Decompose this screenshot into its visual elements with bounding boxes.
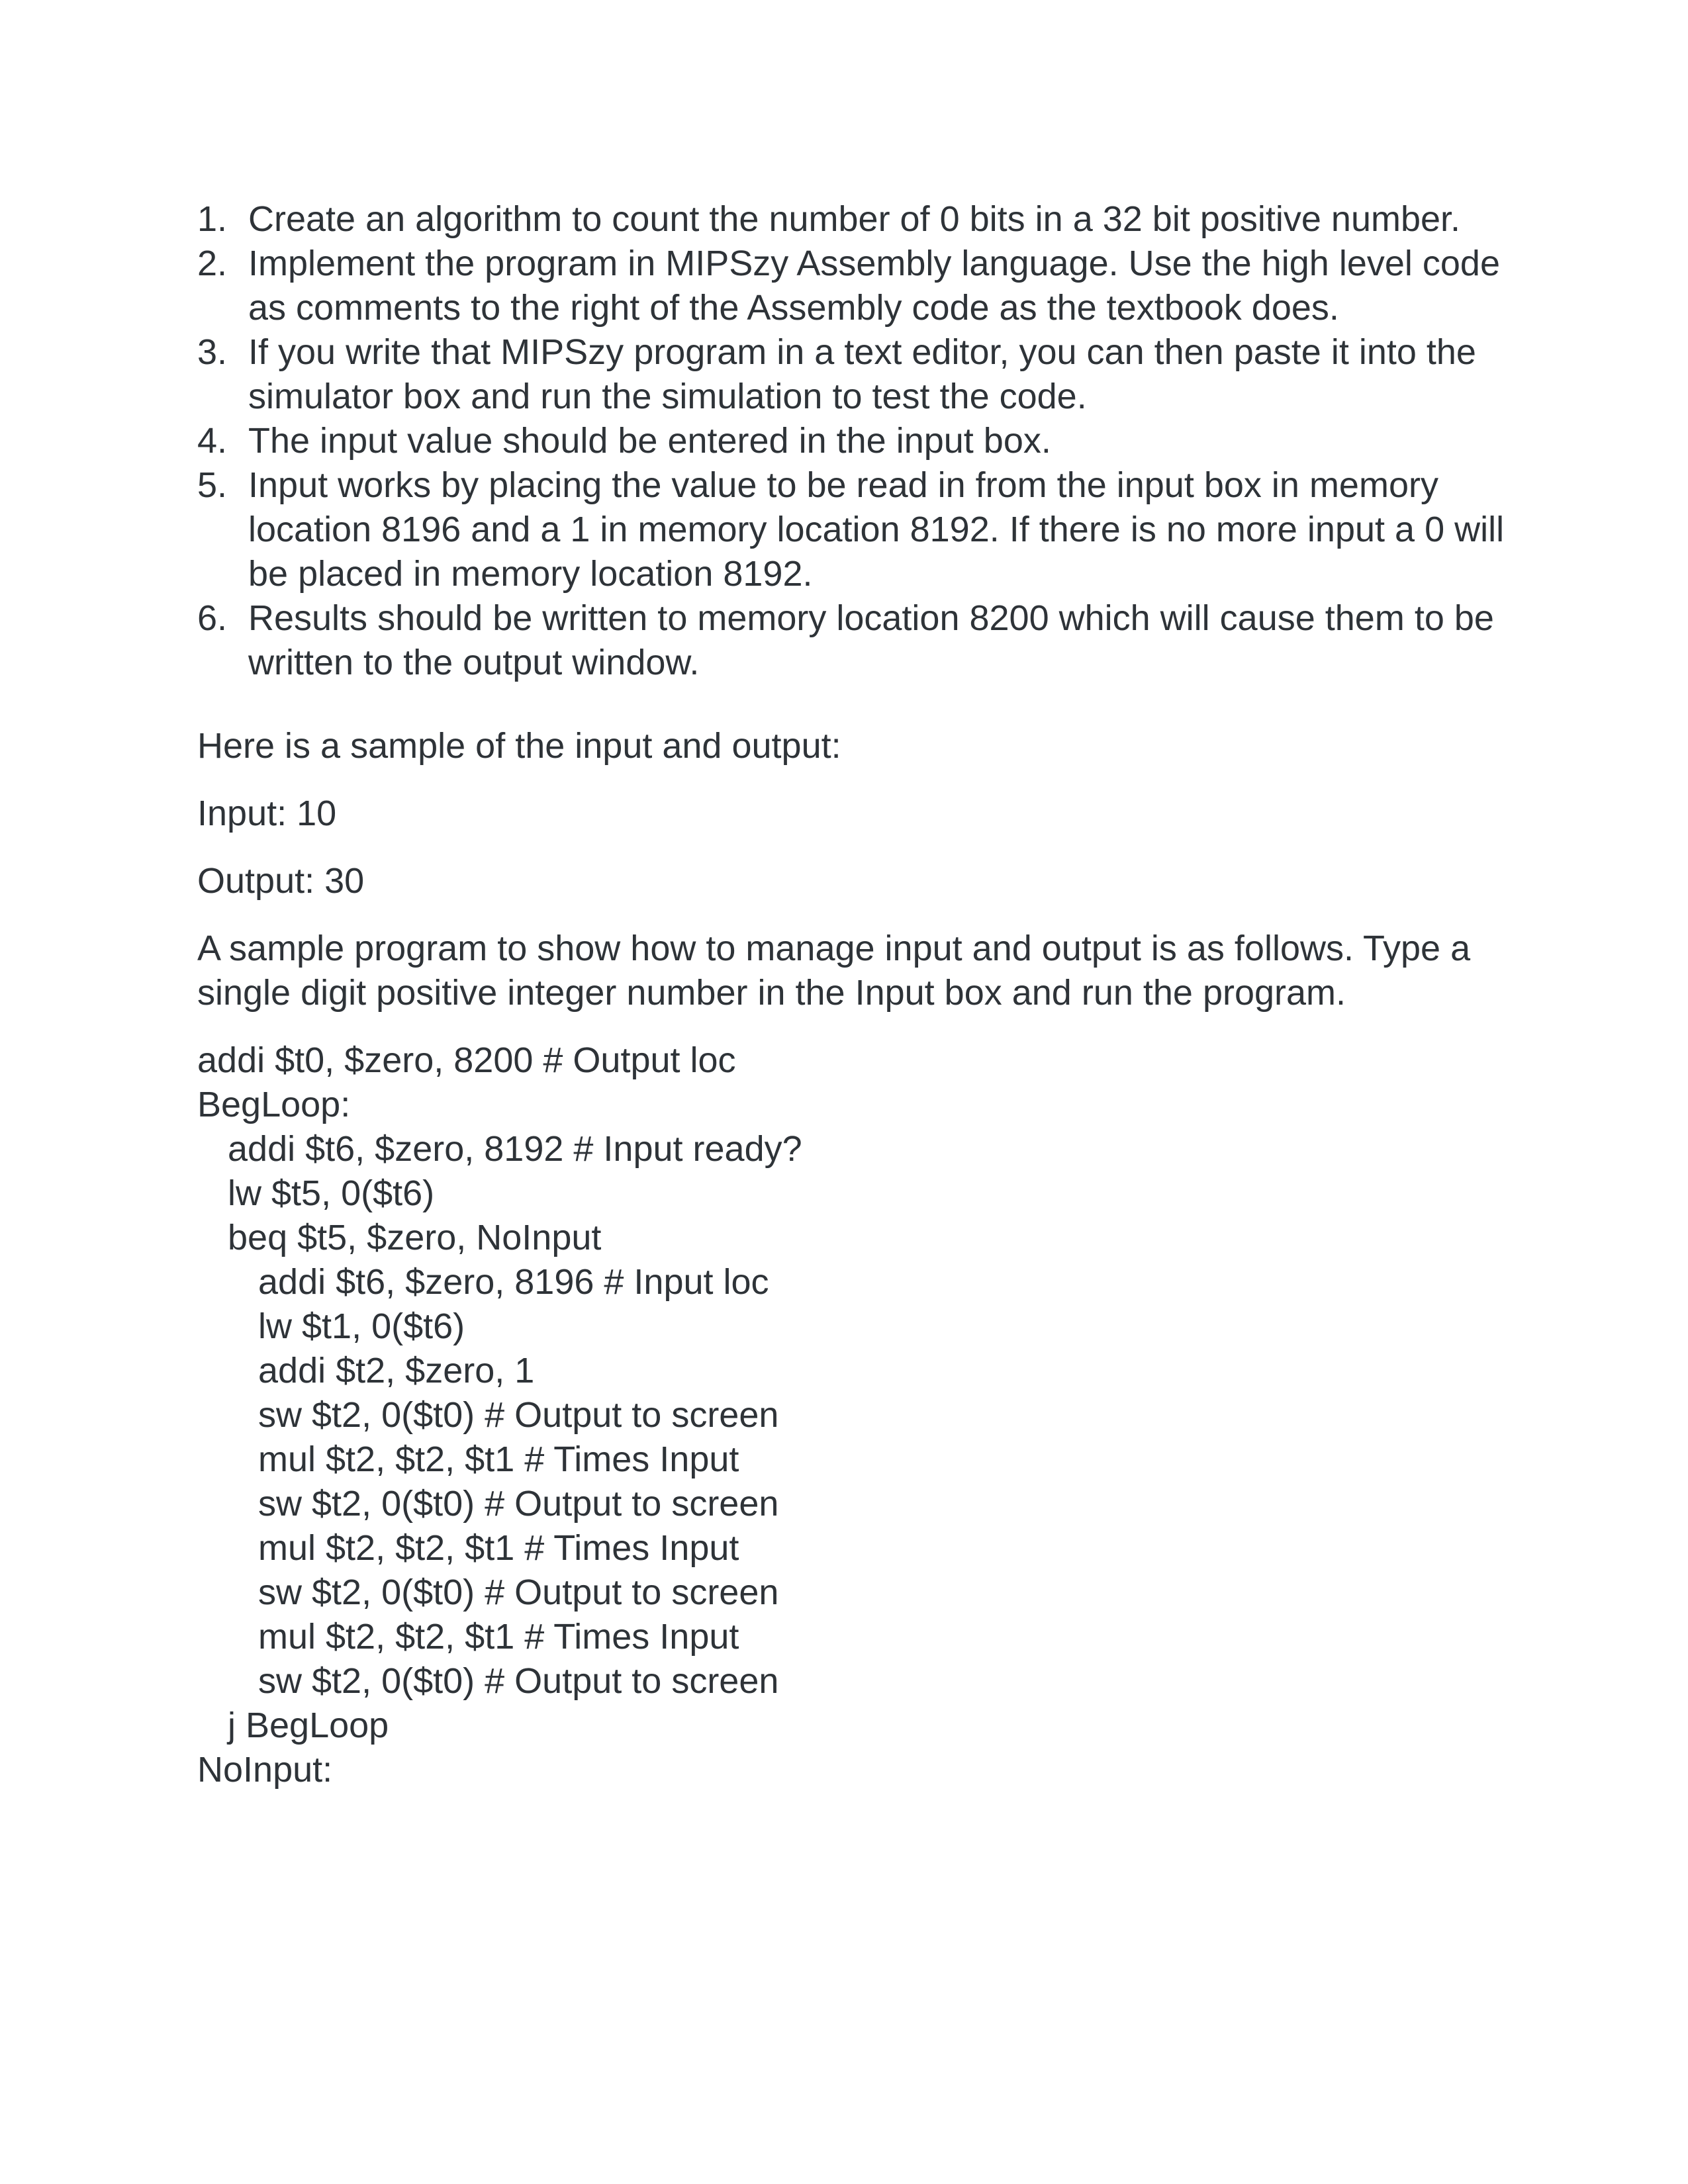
instruction-item	[197, 330, 1508, 419]
code-line: addi $t6, $zero, 8196 # Input loc	[258, 1262, 769, 1302]
instruction-text: Implement the program in MIPSzy Assembly language. Use the high level code as comments to the right of the Assembly code as the textbook does.	[248, 244, 1500, 328]
code-line: mul $t2, $t2, $t1 # Times Input	[258, 1528, 739, 1568]
instruction-item	[197, 463, 1508, 596]
instruction-number: 1.	[197, 199, 228, 239]
instruction-text: If you write that MIPSzy program in a text editor, you can then paste it into the simulator box and run the simulation to test the code.	[248, 332, 1476, 416]
code-line: BegLoop:	[197, 1085, 351, 1124]
code-line: NoInput:	[197, 1750, 333, 1790]
instruction-number: 6.	[197, 598, 228, 638]
instruction-list	[197, 197, 1508, 685]
instruction-text: The input value should be entered in the input box.	[248, 421, 1051, 461]
program-intro: A sample program to show how to manage input and output is as follows. Type a single digit positive integer number in the Input box and run the program.	[197, 929, 1471, 1013]
instruction-text: Create an algorithm to count the number of 0 bits in a 32 bit positive number.	[248, 199, 1461, 239]
instruction-text: Results should be written to memory location 8200 which will cause them to be written to the output window.	[248, 598, 1494, 682]
code-line: addi $t2, $zero, 1	[258, 1351, 535, 1390]
code-line: addi $t6, $zero, 8192 # Input ready?	[228, 1129, 802, 1169]
code-line: j BegLoop	[228, 1706, 389, 1745]
instruction-item	[197, 242, 1508, 330]
instruction-number: 3.	[197, 332, 228, 372]
instruction-item	[197, 197, 1508, 242]
code-line: sw $t2, 0($t0) # Output to screen	[258, 1572, 779, 1612]
code-line: sw $t2, 0($t0) # Output to screen	[258, 1484, 779, 1524]
code-line: addi $t0, $zero, 8200 # Output loc	[197, 1040, 736, 1080]
code-block	[197, 1038, 1508, 1792]
document-page	[197, 197, 1508, 1792]
instruction-item	[197, 596, 1508, 685]
code-line: sw $t2, 0($t0) # Output to screen	[258, 1395, 779, 1435]
instruction-number: 5.	[197, 465, 228, 505]
sample-intro: Here is a sample of the input and output:	[197, 726, 841, 766]
sample-output: Output: 30	[197, 861, 365, 901]
instruction-item	[197, 419, 1508, 463]
code-line: beq $t5, $zero, NoInput	[228, 1218, 602, 1257]
sample-input: Input: 10	[197, 794, 337, 833]
code-line: sw $t2, 0($t0) # Output to screen	[258, 1661, 779, 1701]
code-line: mul $t2, $t2, $t1 # Times Input	[258, 1439, 739, 1479]
instruction-number: 4.	[197, 421, 228, 461]
code-line: lw $t1, 0($t6)	[258, 1306, 465, 1346]
instruction-number: 2.	[197, 244, 228, 283]
code-line: mul $t2, $t2, $t1 # Times Input	[258, 1617, 739, 1657]
instruction-text: Input works by placing the value to be read in from the input box in memory location 8196 and a 1 in memory location 8192. If there is no more input a 0 will be placed in memory location 8192.	[248, 465, 1505, 594]
code-line: lw $t5, 0($t6)	[228, 1173, 435, 1213]
